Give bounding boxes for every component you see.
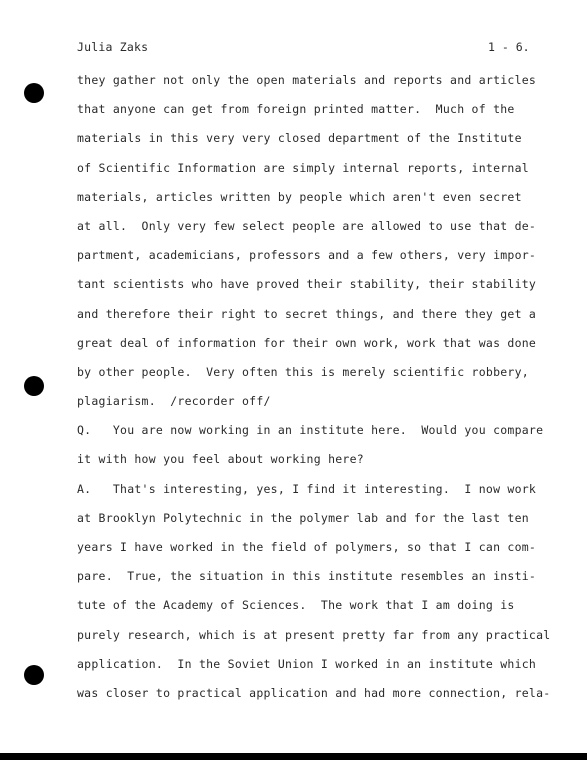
text-line: it with how you feel about working here? xyxy=(77,452,364,467)
bottom-edge-rule xyxy=(0,753,587,760)
text-line: materials, articles written by people which aren't even secret xyxy=(77,189,522,204)
text-line: of Scientific Information are simply internal reports, internal xyxy=(77,160,529,175)
text-line: tute of the Academy of Sciences. The work that I am doing is xyxy=(77,598,515,613)
text-line: by other people. Very often this is merely scientific robbery, xyxy=(77,364,529,379)
punch-hole-icon xyxy=(24,376,44,396)
header-author-name: Julia Zaks xyxy=(77,40,149,54)
text-line: tant scientists who have proved their stability, their stability xyxy=(77,277,537,292)
punch-hole-icon xyxy=(24,665,44,685)
text-line: at Brooklyn Polytechnic in the polymer lab and for the last ten xyxy=(77,510,529,525)
punch-hole-icon xyxy=(24,83,44,103)
text-line: plagiarism. /recorder off/ xyxy=(77,394,271,409)
text-line-question: Q. You are now working in an institute here. Would you compare xyxy=(77,423,544,438)
text-line: application. In the Soviet Union I worked in an institute which xyxy=(77,656,537,671)
text-line: that anyone can get from foreign printed matter. Much of the xyxy=(77,102,515,117)
text-line: was closer to practical application and had more connection, rela- xyxy=(77,685,551,700)
text-line-answer: A. That's interesting, yes, I find it interesting. I now work xyxy=(77,481,537,496)
text-line: pare. True, the situation in this institute resembles an insti- xyxy=(77,569,537,584)
text-line: great deal of information for their own work, work that was done xyxy=(77,335,537,350)
text-line: at all. Only very few select people are allowed to use that de- xyxy=(77,218,537,233)
text-line: and therefore their right to secret things, and there they get a xyxy=(77,306,537,321)
header-page-number: 1 - 6. xyxy=(488,40,530,54)
transcript-body xyxy=(77,66,551,708)
text-line: they gather not only the open materials and reports and articles xyxy=(77,73,537,87)
text-line: purely research, which is at present pretty far from any practical xyxy=(77,627,551,642)
text-line: partment, academicians, professors and a few others, very impor- xyxy=(77,248,537,263)
text-line: materials in this very very closed department of the Institute xyxy=(77,131,522,146)
text-line: years I have worked in the field of polymers, so that I can com- xyxy=(77,540,537,554)
